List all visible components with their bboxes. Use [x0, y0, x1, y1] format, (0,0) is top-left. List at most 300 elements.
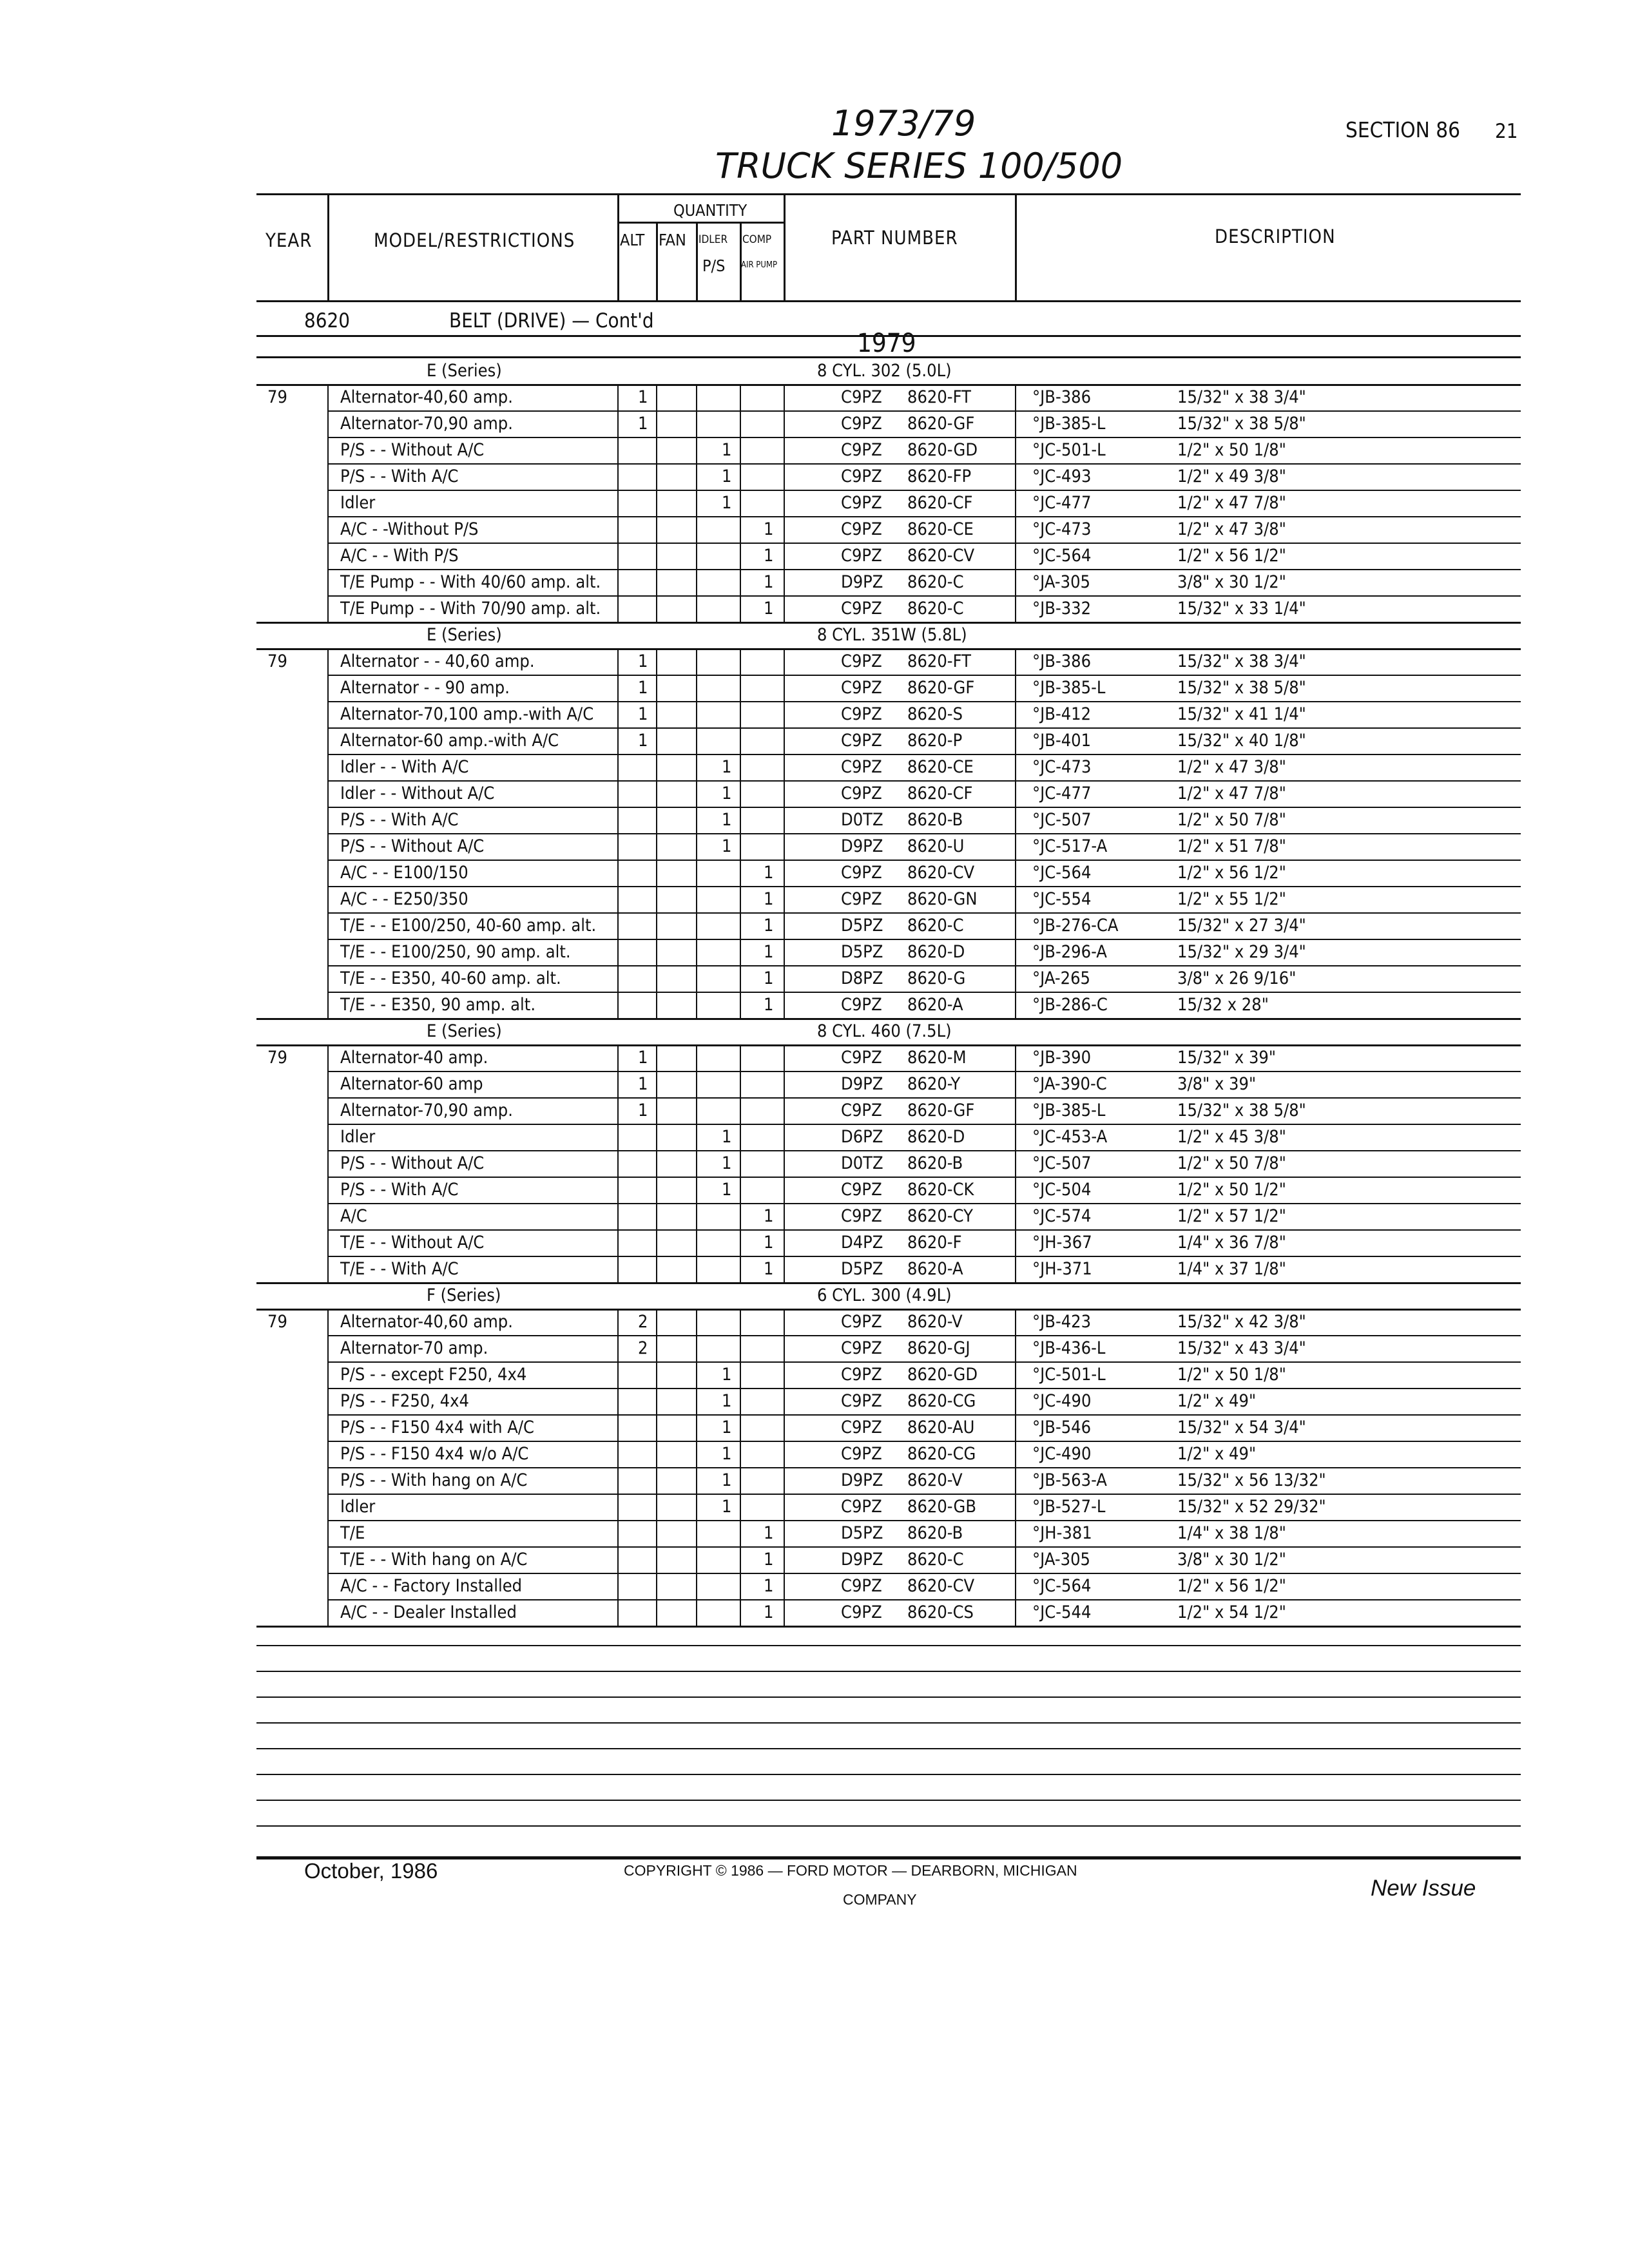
- belt-size-cell: 1/2" x 56 1/2": [1177, 546, 1286, 566]
- table-row: [0, 543, 1629, 569]
- table-row: [0, 965, 1629, 992]
- part-base-cell: 8620-FT: [907, 387, 971, 407]
- part-prefix-cell: D5PZ: [841, 942, 883, 962]
- table-row: [0, 1441, 1629, 1467]
- part-base-cell: 8620-GF: [907, 1100, 975, 1120]
- belt-code-cell: °JC-564: [1032, 546, 1092, 566]
- column-rule: [617, 648, 619, 1018]
- belt-code-cell: °JH-367: [1032, 1233, 1092, 1253]
- group-engine: 6 CYL. 300 (4.9L): [817, 1285, 952, 1305]
- model-cell: Idler: [340, 1497, 376, 1517]
- part-base-cell: 8620-CS: [907, 1602, 974, 1622]
- belt-size-cell: 1/2" x 55 1/2": [1177, 889, 1286, 909]
- belt-code-cell: °JC-564: [1032, 863, 1092, 883]
- belt-size-cell: 15/32" x 56 13/32": [1177, 1470, 1326, 1490]
- part-prefix-cell: C9PZ: [841, 519, 882, 539]
- belt-size-cell: 15/32" x 39": [1177, 1048, 1277, 1068]
- part-prefix-cell: C9PZ: [841, 1312, 882, 1332]
- col-header-model: MODEL/RESTRICTIONS: [374, 229, 575, 251]
- belt-size-cell: 1/2" x 45 3/8": [1177, 1127, 1286, 1147]
- part-prefix-cell: D9PZ: [841, 572, 883, 592]
- col-header-description: DESCRIPTION: [1215, 226, 1336, 247]
- idler-qty-cell: 1: [722, 493, 732, 513]
- belt-code-cell: °JC-501-L: [1032, 440, 1106, 460]
- part-base-cell: 8620-AU: [907, 1418, 975, 1437]
- comp-qty-cell: 1: [764, 599, 774, 619]
- part-base-cell: 8620-CE: [907, 519, 974, 539]
- model-cell: P/S - - With hang on A/C: [340, 1470, 528, 1490]
- table-row: [0, 833, 1629, 860]
- col-header-idler: IDLER: [699, 233, 728, 246]
- table-row: [0, 1256, 1629, 1282]
- group-engine: 8 CYL. 351W (5.8L): [817, 625, 967, 645]
- belt-size-cell: 15/32" x 41 1/4": [1177, 704, 1306, 724]
- part-base-cell: 8620-V: [907, 1312, 963, 1332]
- alt-qty-cell: 1: [638, 731, 648, 751]
- model-cell: T/E Pump - - With 70/90 amp. alt.: [340, 599, 601, 619]
- belt-code-cell: °JC-544: [1032, 1602, 1092, 1622]
- model-cell: P/S - - Without A/C: [340, 1153, 485, 1173]
- part-base-cell: 8620-CF: [907, 783, 973, 803]
- header-divider: [656, 222, 658, 302]
- model-cell: Alternator-40,60 amp.: [340, 1312, 513, 1332]
- belt-code-cell: °JC-473: [1032, 757, 1092, 777]
- belt-size-cell: 15/32" x 52 29/32": [1177, 1497, 1326, 1517]
- part-base-cell: 8620-Y: [907, 1074, 961, 1094]
- column-rule: [656, 648, 657, 1018]
- model-cell: A/C: [340, 1206, 367, 1226]
- model-cell: P/S - - Without A/C: [340, 440, 485, 460]
- col-header-quantity: QUANTITY: [673, 201, 747, 220]
- part-prefix-cell: C9PZ: [841, 995, 882, 1015]
- part-prefix-cell: C9PZ: [841, 704, 882, 724]
- part-prefix-cell: C9PZ: [841, 651, 882, 671]
- table-row: [0, 490, 1629, 516]
- part-base-cell: 8620-A: [907, 995, 963, 1015]
- table-row: [0, 675, 1629, 701]
- col-header-air-pump: AIR PUMP: [741, 260, 778, 270]
- belt-code-cell: °JC-507: [1032, 1153, 1092, 1173]
- column-rule: [327, 1309, 329, 1626]
- part-base-cell: 8620-CG: [907, 1444, 976, 1464]
- column-rule: [696, 384, 697, 622]
- model-cell: A/C - -Without P/S: [340, 519, 479, 539]
- part-base-cell: 8620-U: [907, 836, 965, 856]
- part-prefix-cell: D5PZ: [841, 1259, 883, 1279]
- model-cell: Alternator-40,60 amp.: [340, 387, 513, 407]
- model-cell: A/C - - Dealer Installed: [340, 1602, 517, 1622]
- alt-qty-cell: 2: [638, 1312, 648, 1332]
- model-cell: Idler: [340, 1127, 376, 1147]
- table-row: [0, 1335, 1629, 1361]
- comp-qty-cell: 1: [764, 1523, 774, 1543]
- idler-qty-cell: 1: [722, 1180, 732, 1200]
- part-base-cell: 8620-B: [907, 810, 963, 830]
- belt-code-cell: °JB-386: [1032, 651, 1092, 671]
- part-base-cell: 8620-CY: [907, 1206, 973, 1226]
- column-rule: [1015, 384, 1016, 622]
- model-cell: Alternator - - 40,60 amp.: [340, 651, 535, 671]
- alt-qty-cell: 1: [638, 414, 648, 434]
- col-header-part-number: PART NUMBER: [831, 227, 958, 249]
- model-cell: P/S - - With A/C: [340, 810, 459, 830]
- belt-code-cell: °JH-371: [1032, 1259, 1092, 1279]
- idler-qty-cell: 1: [722, 836, 732, 856]
- comp-qty-cell: 1: [764, 519, 774, 539]
- belt-size-cell: 1/4" x 38 1/8": [1177, 1523, 1286, 1543]
- belt-size-cell: 1/2" x 50 1/8": [1177, 1365, 1286, 1385]
- col-header-year: YEAR: [265, 229, 313, 251]
- part-prefix-cell: C9PZ: [841, 1338, 882, 1358]
- belt-size-cell: 15/32" x 42 3/8": [1177, 1312, 1306, 1332]
- column-rule: [656, 1044, 657, 1282]
- belt-code-cell: °JB-527-L: [1032, 1497, 1106, 1517]
- column-rule: [784, 648, 785, 1018]
- column-rule: [784, 384, 785, 622]
- group-header: [0, 1018, 1629, 1044]
- belt-size-cell: 1/2" x 56 1/2": [1177, 1576, 1286, 1596]
- belt-size-cell: 3/8" x 26 9/16": [1177, 968, 1296, 988]
- part-prefix-cell: C9PZ: [841, 1602, 882, 1622]
- belt-size-cell: 15/32" x 29 3/4": [1177, 942, 1306, 962]
- belt-code-cell: °JB-423: [1032, 1312, 1092, 1332]
- part-prefix-cell: C9PZ: [841, 440, 882, 460]
- group-end-rule: [256, 1626, 1521, 1628]
- column-rule: [617, 384, 619, 622]
- part-base-cell: 8620-GN: [907, 889, 978, 909]
- table-row: [0, 1071, 1629, 1097]
- page-title-years: 1973/79: [831, 103, 976, 144]
- table-row: [0, 992, 1629, 1018]
- belt-code-cell: °JB-296-A: [1032, 942, 1107, 962]
- belt-size-cell: 15/32" x 27 3/4": [1177, 916, 1306, 936]
- belt-size-cell: 1/2" x 50 1/2": [1177, 1180, 1286, 1200]
- belt-size-cell: 1/2" x 47 3/8": [1177, 757, 1286, 777]
- comp-qty-cell: 1: [764, 889, 774, 909]
- table-row: [0, 648, 1629, 675]
- idler-qty-cell: 1: [722, 1470, 732, 1490]
- blank-line: [256, 1696, 1521, 1698]
- belt-size-cell: 1/4" x 37 1/8": [1177, 1259, 1286, 1279]
- alt-qty-cell: 2: [638, 1338, 648, 1358]
- column-rule: [327, 384, 329, 622]
- table-row: [0, 1546, 1629, 1573]
- belt-code-cell: °JC-453-A: [1032, 1127, 1108, 1147]
- part-prefix-cell: D8PZ: [841, 968, 883, 988]
- model-cell: T/E - - Without A/C: [340, 1233, 485, 1253]
- alt-qty-cell: 1: [638, 1074, 648, 1094]
- part-prefix-cell: C9PZ: [841, 1418, 882, 1437]
- quantity-header-rule: [617, 222, 785, 224]
- belt-code-cell: °JC-501-L: [1032, 1365, 1106, 1385]
- belt-size-cell: 15/32" x 38 3/4": [1177, 387, 1306, 407]
- belt-code-cell: °JB-385-L: [1032, 678, 1106, 698]
- belt-size-cell: 1/2" x 49": [1177, 1391, 1257, 1411]
- part-base-cell: 8620-GJ: [907, 1338, 970, 1358]
- column-rule: [696, 648, 697, 1018]
- column-rule: [784, 1309, 785, 1626]
- model-cell: T/E: [340, 1523, 365, 1543]
- column-rule: [740, 648, 741, 1018]
- idler-qty-cell: 1: [722, 1365, 732, 1385]
- belt-code-cell: °JC-564: [1032, 1576, 1092, 1596]
- blank-line: [256, 1722, 1521, 1724]
- belt-size-cell: 15/32 x 28": [1177, 995, 1269, 1015]
- belt-code-cell: °JB-436-L: [1032, 1338, 1106, 1358]
- part-base-cell: 8620-FP: [907, 466, 972, 486]
- idler-qty-cell: 1: [722, 1497, 732, 1517]
- table-row: [0, 595, 1629, 622]
- belt-code-cell: °JC-504: [1032, 1180, 1092, 1200]
- part-base-cell: 8620-B: [907, 1153, 963, 1173]
- part-base-cell: 8620-C: [907, 916, 964, 936]
- comp-qty-cell: 1: [764, 1550, 774, 1570]
- column-rule: [696, 1309, 697, 1626]
- part-base-cell: 8620-CF: [907, 493, 973, 513]
- column-rule: [617, 1044, 619, 1282]
- header-divider: [696, 222, 698, 302]
- group-series: E (Series): [427, 625, 502, 645]
- model-year-heading: 1979: [857, 329, 916, 358]
- table-row: [0, 1124, 1629, 1150]
- part-prefix-cell: C9PZ: [841, 466, 882, 486]
- part-base-cell: 8620-GF: [907, 414, 975, 434]
- belt-code-cell: °JB-563-A: [1032, 1470, 1107, 1490]
- model-cell: Alternator-70,90 amp.: [340, 1100, 513, 1120]
- part-prefix-cell: C9PZ: [841, 1444, 882, 1464]
- part-base-cell: 8620-GB: [907, 1497, 977, 1517]
- belt-code-cell: °JB-386: [1032, 387, 1092, 407]
- belt-code-cell: °JC-517-A: [1032, 836, 1108, 856]
- belt-code-cell: °JC-574: [1032, 1206, 1092, 1226]
- model-cell: Alternator-40 amp.: [340, 1048, 488, 1068]
- part-prefix-cell: D5PZ: [841, 916, 883, 936]
- belt-code-cell: °JB-401: [1032, 731, 1092, 751]
- table-row: [0, 701, 1629, 727]
- alt-qty-cell: 1: [638, 704, 648, 724]
- alt-qty-cell: 1: [638, 651, 648, 671]
- model-cell: T/E - - With hang on A/C: [340, 1550, 528, 1570]
- model-cell: Alternator-60 amp.-with A/C: [340, 731, 559, 751]
- column-rule: [327, 648, 329, 1018]
- belt-code-cell: °JB-286-C: [1032, 995, 1108, 1015]
- alt-qty-cell: 1: [638, 1100, 648, 1120]
- section-code: 8620: [304, 309, 350, 332]
- model-cell: Alternator-70,90 amp.: [340, 414, 513, 434]
- model-cell: A/C - - Factory Installed: [340, 1576, 523, 1596]
- part-prefix-cell: C9PZ: [841, 546, 882, 566]
- blank-line: [256, 1774, 1521, 1775]
- part-prefix-cell: D9PZ: [841, 1550, 883, 1570]
- model-cell: T/E - - With A/C: [340, 1259, 459, 1279]
- belt-size-cell: 1/2" x 47 3/8": [1177, 519, 1286, 539]
- idler-qty-cell: 1: [722, 1444, 732, 1464]
- belt-code-cell: °JH-381: [1032, 1523, 1092, 1543]
- header-divider: [617, 193, 619, 302]
- footer-issue-status: New Issue: [1371, 1876, 1476, 1901]
- table-row: [0, 1414, 1629, 1441]
- footer-copyright: COPYRIGHT © 1986 — FORD MOTOR — DEARBORN, MICHIGAN: [624, 1862, 1077, 1879]
- blank-line: [256, 1800, 1521, 1801]
- belt-size-cell: 3/8" x 30 1/2": [1177, 572, 1286, 592]
- idler-qty-cell: 1: [722, 1127, 732, 1147]
- belt-size-cell: 15/32" x 38 5/8": [1177, 1100, 1306, 1120]
- part-prefix-cell: C9PZ: [841, 1206, 882, 1226]
- alt-qty-cell: 1: [638, 1048, 648, 1068]
- model-cell: P/S - - F250, 4x4: [340, 1391, 469, 1411]
- belt-size-cell: 1/2" x 49": [1177, 1444, 1257, 1464]
- belt-code-cell: °JB-276-CA: [1032, 916, 1119, 936]
- table-row: [0, 1599, 1629, 1626]
- header-divider: [1015, 193, 1017, 302]
- comp-qty-cell: 1: [764, 968, 774, 988]
- col-header-comp: COMP: [742, 233, 772, 246]
- section-name: BELT (DRIVE) — Cont'd: [449, 309, 654, 332]
- part-prefix-cell: C9PZ: [841, 599, 882, 619]
- idler-qty-cell: 1: [722, 757, 732, 777]
- table-row: [0, 860, 1629, 886]
- part-prefix-cell: C9PZ: [841, 783, 882, 803]
- belt-size-cell: 1/2" x 54 1/2": [1177, 1602, 1286, 1622]
- part-prefix-cell: D0TZ: [841, 810, 883, 830]
- comp-qty-cell: 1: [764, 942, 774, 962]
- belt-code-cell: °JB-385-L: [1032, 1100, 1106, 1120]
- belt-size-cell: 15/32" x 38 5/8": [1177, 414, 1306, 434]
- part-prefix-cell: D4PZ: [841, 1233, 883, 1253]
- part-base-cell: 8620-D: [907, 1127, 965, 1147]
- table-row: [0, 1467, 1629, 1494]
- belt-code-cell: °JC-473: [1032, 519, 1092, 539]
- model-cell: P/S - - Without A/C: [340, 836, 485, 856]
- table-row: [0, 1494, 1629, 1520]
- col-header-alt: ALT: [620, 231, 645, 249]
- model-cell: T/E - - E350, 90 amp. alt.: [340, 995, 536, 1015]
- year-cell: 79: [267, 1312, 287, 1332]
- idler-qty-cell: 1: [722, 783, 732, 803]
- part-base-cell: 8620-S: [907, 704, 963, 724]
- model-cell: T/E - - E100/250, 40-60 amp. alt.: [340, 916, 597, 936]
- part-prefix-cell: D6PZ: [841, 1127, 883, 1147]
- part-base-cell: 8620-CE: [907, 757, 974, 777]
- table-header-bottom-rule: [256, 300, 1521, 302]
- part-prefix-cell: C9PZ: [841, 387, 882, 407]
- belt-size-cell: 3/8" x 30 1/2": [1177, 1550, 1286, 1570]
- part-base-cell: 8620-CG: [907, 1391, 976, 1411]
- model-cell: T/E - - E350, 40-60 amp. alt.: [340, 968, 561, 988]
- idler-qty-cell: 1: [722, 1153, 732, 1173]
- part-prefix-cell: C9PZ: [841, 1497, 882, 1517]
- comp-qty-cell: 1: [764, 1206, 774, 1226]
- model-cell: A/C - - E100/150: [340, 863, 468, 883]
- model-cell: P/S - - except F250, 4x4: [340, 1365, 527, 1385]
- part-base-cell: 8620-CK: [907, 1180, 974, 1200]
- belt-code-cell: °JB-332: [1032, 599, 1092, 619]
- part-base-cell: 8620-P: [907, 731, 963, 751]
- belt-size-cell: 15/32" x 38 3/4": [1177, 651, 1306, 671]
- comp-qty-cell: 1: [764, 1259, 774, 1279]
- page-title-series: TRUCK SERIES 100/500: [715, 146, 1123, 186]
- column-rule: [784, 1044, 785, 1282]
- table-row: [0, 1203, 1629, 1229]
- belt-code-cell: °JA-305: [1032, 572, 1090, 592]
- belt-size-cell: 1/2" x 47 7/8": [1177, 783, 1286, 803]
- year-cell: 79: [267, 387, 287, 407]
- table-row: [0, 1044, 1629, 1071]
- table-row: [0, 463, 1629, 490]
- belt-size-cell: 1/2" x 51 7/8": [1177, 836, 1286, 856]
- column-rule: [1015, 1044, 1016, 1282]
- part-base-cell: 8620-C: [907, 1550, 964, 1570]
- table-row: [0, 1097, 1629, 1124]
- table-row: [0, 886, 1629, 912]
- comp-qty-cell: 1: [764, 995, 774, 1015]
- part-base-cell: 8620-CV: [907, 1576, 975, 1596]
- belt-size-cell: 1/4" x 36 7/8": [1177, 1233, 1286, 1253]
- belt-code-cell: °JC-490: [1032, 1444, 1092, 1464]
- group-series: E (Series): [427, 1021, 502, 1041]
- part-base-cell: 8620-GF: [907, 678, 975, 698]
- part-base-cell: 8620-CV: [907, 863, 975, 883]
- belt-code-cell: °JA-305: [1032, 1550, 1090, 1570]
- model-cell: A/C - - E250/350: [340, 889, 468, 909]
- column-rule: [740, 384, 741, 622]
- table-row: [0, 807, 1629, 833]
- idler-qty-cell: 1: [722, 1391, 732, 1411]
- table-row: [0, 1229, 1629, 1256]
- column-rule: [656, 384, 657, 622]
- year-cell: 79: [267, 1048, 287, 1068]
- table-row: [0, 516, 1629, 543]
- model-cell: Alternator-70 amp.: [340, 1338, 488, 1358]
- part-prefix-cell: C9PZ: [841, 889, 882, 909]
- group-series: E (Series): [427, 361, 502, 381]
- table-row: [0, 780, 1629, 807]
- belt-code-cell: °JC-554: [1032, 889, 1092, 909]
- part-prefix-cell: C9PZ: [841, 1180, 882, 1200]
- group-header: [0, 1282, 1629, 1309]
- idler-qty-cell: 1: [722, 466, 732, 486]
- part-base-cell: 8620-G: [907, 968, 966, 988]
- belt-code-cell: °JB-385-L: [1032, 414, 1106, 434]
- footer-date: October, 1986: [304, 1859, 438, 1883]
- column-rule: [327, 1044, 329, 1282]
- table-row: [0, 1361, 1629, 1388]
- belt-code-cell: °JB-390: [1032, 1048, 1092, 1068]
- part-base-cell: 8620-C: [907, 599, 964, 619]
- model-cell: P/S - - With A/C: [340, 1180, 459, 1200]
- idler-qty-cell: 1: [722, 810, 732, 830]
- part-prefix-cell: C9PZ: [841, 1391, 882, 1411]
- table-top-rule: [256, 193, 1521, 195]
- part-prefix-cell: C9PZ: [841, 414, 882, 434]
- table-row: [0, 1388, 1629, 1414]
- alt-qty-cell: 1: [638, 678, 648, 698]
- group-header: [0, 622, 1629, 648]
- part-base-cell: 8620-D: [907, 942, 965, 962]
- comp-qty-cell: 1: [764, 1233, 774, 1253]
- part-base-cell: 8620-V: [907, 1470, 963, 1490]
- blank-line: [256, 1748, 1521, 1749]
- belt-size-cell: 1/2" x 56 1/2": [1177, 863, 1286, 883]
- belt-size-cell: 1/2" x 49 3/8": [1177, 466, 1286, 486]
- part-base-cell: 8620-F: [907, 1233, 962, 1253]
- group-engine: 8 CYL. 302 (5.0L): [817, 361, 952, 381]
- model-cell: Alternator-60 amp: [340, 1074, 483, 1094]
- part-prefix-cell: C9PZ: [841, 1365, 882, 1385]
- belt-code-cell: °JC-490: [1032, 1391, 1092, 1411]
- part-prefix-cell: D9PZ: [841, 1470, 883, 1490]
- col-header-ps: P/S: [702, 256, 726, 275]
